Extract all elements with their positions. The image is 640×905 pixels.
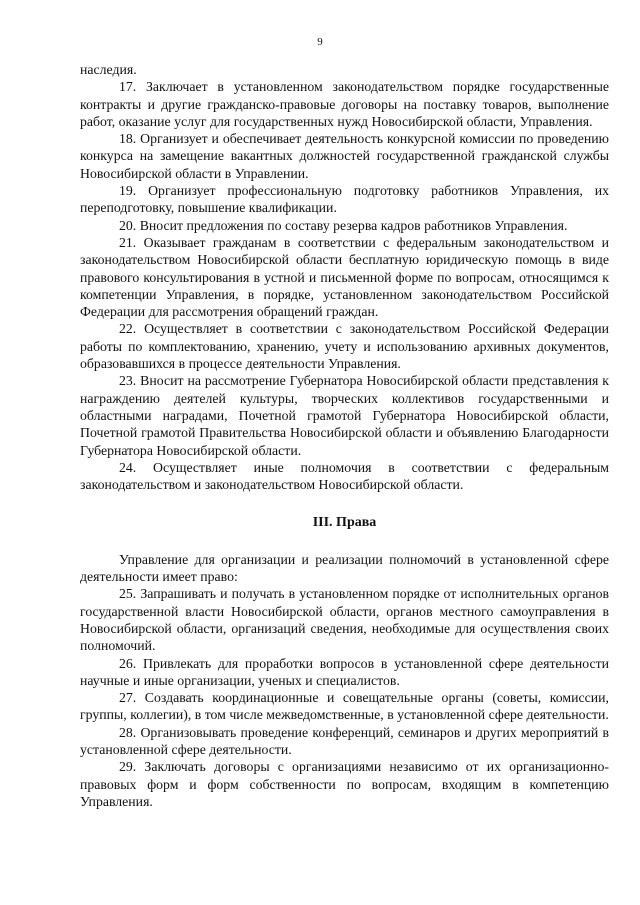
paragraph: 21. Оказывает гражданам в соответствии с федеральным законодательством и законодательством Новосибирской области бесплатную юридическую помощь в виде правового консультирования в устной и письменной форме по вопросам, относящимся к компетенции Управления, в порядке, установленном законодательством Российской Федерации для рассмотрения обращений граждан. [80,234,609,320]
paragraph: 19. Организует профессиональную подготовку работников Управления, их переподготовку, повышение квалификации. [80,183,609,216]
paragraph: Управление для организации и реализации полномочий в установленной сфере деятельности имеет право: [80,551,609,585]
paragraphs-top-group [80,61,609,493]
paragraph: наследия. [80,62,137,77]
section-heading: III. Права [312,515,377,531]
document-body [80,61,609,810]
paragraph: 23. Вносит на рассмотрение Губернатора Новосибирской области представления к награждению деятелей культуры, творческих коллективов государственными и областными наградами, Почетной грамотой Губернатора Новосибирской области, Почетной грамотой Правительства Новосибирской области и объявлению Благодарности Губернатора Новосибирской области. [80,373,609,458]
paragraph: 25. Запрашивать и получать в установленном порядке от исполнительных органов государственной власти Новосибирской области, органов местного самоуправления в Новосибирской области, организаций сведения, необходимые для осуществления своих полномочий. [80,586,609,654]
paragraph: 18. Организует и обеспечивает деятельность конкурсной комиссии по проведению конкурса на замещение вакантных должностей государственной гражданской службы Новосибирской области в Управлении. [80,131,609,181]
paragraph: 22. Осуществляет в соответствии с законодательством Российской Федерации работы по комплектованию, хранению, учету и использованию архивных документов, образовавшихся в процессе деятельности Управления. [80,321,609,372]
paragraphs-bottom-group [80,551,609,810]
paragraph: 28. Организовывать проведение конференций, семинаров и других мероприятий в установленной сфере деятельности. [80,724,609,757]
paragraph: 26. Привлекать для проработки вопросов в установленной сфере деятельности научные и иные организации, ученых и специалистов. [80,655,609,688]
paragraph: 24. Осуществляет иные полномочия в соответствии с федеральным законодательством и законодательством Новосибирской области. [80,459,609,493]
paragraph: 29. Заключать договоры с организациями независимо от их организационно-правовых форм и форм собственности по вопросам, входящим в компетенцию Управления. [80,759,609,809]
paragraph: 27. Создавать координационные и совещательные органы (советы, комиссии, группы, коллегии), в том числе межведомственные, в установленной сфере деятельности. [80,690,609,723]
spacer [80,493,609,514]
paragraph: 17. Заключает в установленном законодательством порядке государственные контракты и другие гражданско-правовые договоры на поставку товаров, выполнение работ, оказание услуг для государственных нужд Новосибирской области, Управления. [80,79,609,129]
page-number: 9 [317,36,323,48]
paragraph: 20. Вносит предложения по составу резерва кадров работников Управления. [119,217,568,233]
spacer [80,532,609,551]
